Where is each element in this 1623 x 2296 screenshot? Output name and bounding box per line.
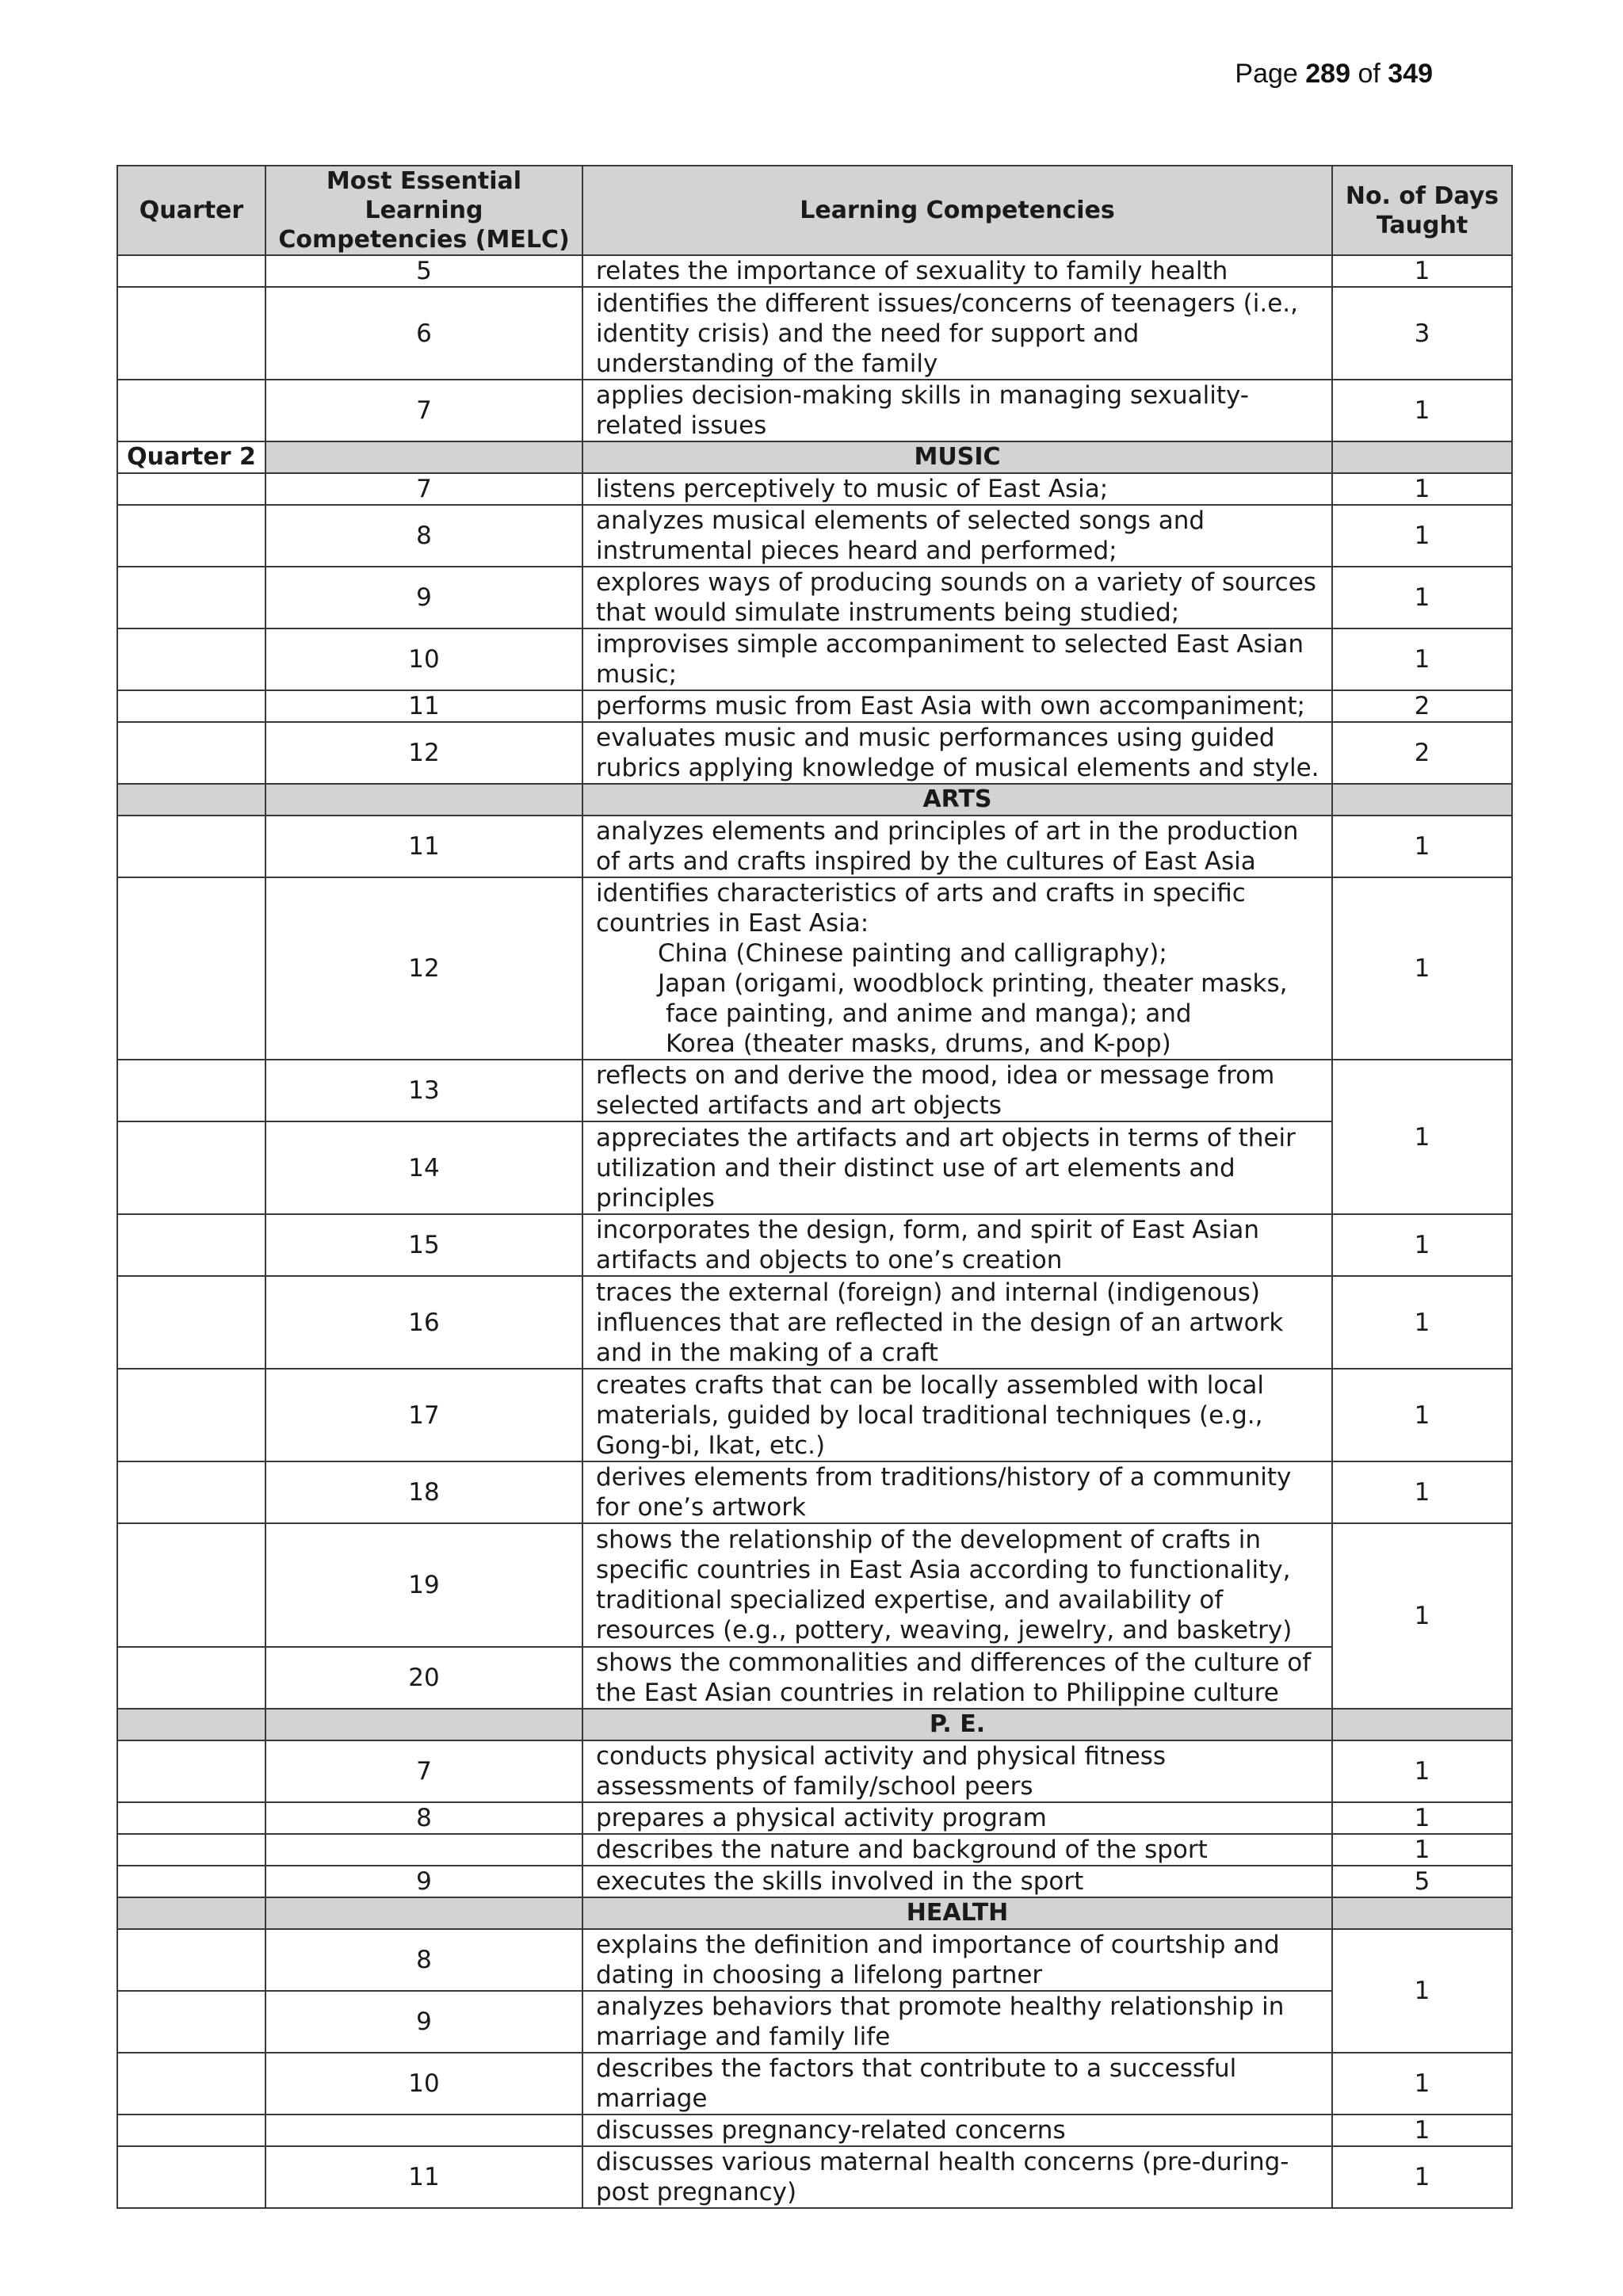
header-quarter: Quarter: [117, 166, 265, 255]
section-row-music: [117, 441, 1512, 473]
melc-number: 16: [265, 1276, 582, 1369]
section-spacer: [117, 1709, 265, 1740]
table-row: [117, 1276, 1512, 1369]
quarter-cell: [117, 2146, 265, 2208]
days-cell: 1: [1332, 2146, 1512, 2208]
table-row: [117, 473, 1512, 505]
quarter-cell: [117, 1523, 265, 1647]
quarter-cell: [117, 380, 265, 441]
quarter-label: Quarter 2: [117, 441, 265, 473]
competency-text: appreciates the artifacts and art objects in terms of their utilization and their distinct use of art elements and principles: [582, 1121, 1332, 1214]
page-of: of: [1358, 59, 1381, 89]
quarter-cell: [117, 1647, 265, 1709]
days-cell: 5: [1332, 1866, 1512, 1897]
melc-number: 7: [265, 473, 582, 505]
quarter-cell: [117, 1834, 265, 1866]
table-row: [117, 2115, 1512, 2146]
competency-text: evaluates music and music performances using guided rubrics applying knowledge of musical elements and style.: [582, 722, 1332, 784]
section-spacer: [117, 1897, 265, 1929]
table-row: [117, 1929, 1512, 1991]
table-row: [117, 567, 1512, 628]
days-cell: 1: [1332, 816, 1512, 877]
quarter-cell: [117, 473, 265, 505]
table-row: [117, 1740, 1512, 1802]
competency-text: listens perceptively to music of East Asia;: [582, 473, 1332, 505]
section-row-arts: [117, 784, 1512, 816]
table-row: [117, 2053, 1512, 2115]
quarter-cell: [117, 255, 265, 287]
section-title: ARTS: [582, 784, 1332, 816]
days-cell: 1: [1332, 1929, 1512, 2053]
header-days: No. of Days Taught: [1332, 166, 1512, 255]
country-japan: Japan (origami, woodblock printing, theater masks,: [658, 969, 1288, 998]
melc-number: 14: [265, 1121, 582, 1214]
country-japan-continued: face painting, and anime and manga); and: [666, 999, 1192, 1028]
days-cell: 1: [1332, 1802, 1512, 1834]
days-cell: 1: [1332, 505, 1512, 567]
competency-text: executes the skills involved in the sport: [582, 1866, 1332, 1897]
competency-intro: identifies characteristics of arts and crafts in specific countries in East Asia:: [596, 879, 1246, 938]
page-number: [1235, 59, 1433, 90]
curriculum-table: [116, 165, 1513, 2209]
competency-text: reflects on and derive the mood, idea or message from selected artifacts and art objects: [582, 1060, 1332, 1121]
days-cell: 3: [1332, 287, 1512, 380]
section-spacer: [1332, 441, 1512, 473]
table-row: [117, 1523, 1512, 1647]
competency-text: conducts physical activity and physical fitness assessments of family/school peers: [582, 1740, 1332, 1802]
competency-text: analyzes elements and principles of art in the production of arts and crafts inspired by the cultures of East Asia: [582, 816, 1332, 877]
section-spacer: [265, 1897, 582, 1929]
melc-number: 11: [265, 2146, 582, 2208]
table-row: [117, 1214, 1512, 1276]
country-korea: Korea (theater masks, drums, and K-pop): [666, 1030, 1171, 1058]
table-row: [117, 628, 1512, 690]
melc-number: 9: [265, 567, 582, 628]
section-title: HEALTH: [582, 1897, 1332, 1929]
melc-number: [265, 1834, 582, 1866]
melc-number: 7: [265, 380, 582, 441]
competency-text: describes the nature and background of the sport: [582, 1834, 1332, 1866]
melc-number: 9: [265, 1866, 582, 1897]
section-title: P. E.: [582, 1709, 1332, 1740]
quarter-cell: [117, 690, 265, 722]
melc-number: 15: [265, 1214, 582, 1276]
table-row: [117, 380, 1512, 441]
competency-text: relates the importance of sexuality to family health: [582, 255, 1332, 287]
melc-number: 8: [265, 505, 582, 567]
melc-number: 19: [265, 1523, 582, 1647]
section-row-health: [117, 1897, 1512, 1929]
table-row: [117, 1866, 1512, 1897]
table-row: [117, 1647, 1512, 1709]
header-row: [117, 166, 1512, 255]
table-row: [117, 690, 1512, 722]
days-cell: 2: [1332, 722, 1512, 784]
melc-number: 5: [265, 255, 582, 287]
header-competencies: Learning Competencies: [582, 166, 1332, 255]
table-row: [117, 1369, 1512, 1461]
competency-text: applies decision-making skills in managing sexuality-related issues: [582, 380, 1332, 441]
quarter-cell: [117, 1802, 265, 1834]
days-cell: 1: [1332, 1214, 1512, 1276]
melc-number: 11: [265, 690, 582, 722]
quarter-cell: [117, 1866, 265, 1897]
days-cell: 1: [1332, 1461, 1512, 1523]
quarter-cell: [117, 816, 265, 877]
melc-number: 20: [265, 1647, 582, 1709]
quarter-cell: [117, 1461, 265, 1523]
quarter-cell: [117, 567, 265, 628]
section-spacer: [265, 784, 582, 816]
days-cell: 1: [1332, 2053, 1512, 2115]
table-row: [117, 816, 1512, 877]
days-cell: 1: [1332, 1276, 1512, 1369]
quarter-cell: [117, 1991, 265, 2053]
days-cell: 1: [1332, 628, 1512, 690]
melc-number: 10: [265, 2053, 582, 2115]
competency-text: creates crafts that can be locally assembled with local materials, guided by local traditional techniques (e.g., Gong-bi, Ikat, etc.): [582, 1369, 1332, 1461]
competency-text: discusses pregnancy-related concerns: [582, 2115, 1332, 2146]
page-prefix: Page: [1235, 59, 1298, 89]
country-china: China (Chinese painting and calligraphy);: [658, 939, 1167, 968]
section-spacer: [117, 784, 265, 816]
competency-text: prepares a physical activity program: [582, 1802, 1332, 1834]
days-cell: 1: [1332, 1060, 1512, 1214]
table-row: [117, 2146, 1512, 2208]
melc-number: 6: [265, 287, 582, 380]
quarter-cell: [117, 505, 265, 567]
days-cell: 1: [1332, 1834, 1512, 1866]
days-cell: 1: [1332, 877, 1512, 1060]
section-spacer: [1332, 784, 1512, 816]
competency-text: shows the commonalities and differences of the culture of the East Asian countries in relation to Philippine culture: [582, 1647, 1332, 1709]
competency-text: discusses various maternal health concerns (pre-during-post pregnancy): [582, 2146, 1332, 2208]
table-row: [117, 1991, 1512, 2053]
quarter-cell: [117, 1369, 265, 1461]
days-cell: 1: [1332, 1740, 1512, 1802]
competency-text: explains the definition and importance of courtship and dating in choosing a lifelong partner: [582, 1929, 1332, 1991]
section-spacer: [1332, 1709, 1512, 1740]
days-cell: 1: [1332, 2115, 1512, 2146]
melc-number: 8: [265, 1929, 582, 1991]
header-melc: Most Essential Learning Competencies (MELC): [265, 166, 582, 255]
melc-number: 9: [265, 1991, 582, 2053]
quarter-cell: [117, 628, 265, 690]
quarter-cell: [117, 1929, 265, 1991]
competency-text: performs music from East Asia with own accompaniment;: [582, 690, 1332, 722]
competency-text: [582, 877, 1332, 1060]
table-row: [117, 1461, 1512, 1523]
section-title: MUSIC: [582, 441, 1332, 473]
competency-text: incorporates the design, form, and spirit of East Asian artifacts and objects to one’s creation: [582, 1214, 1332, 1276]
days-cell: 1: [1332, 567, 1512, 628]
quarter-cell: [117, 877, 265, 1060]
table-row: [117, 255, 1512, 287]
melc-number: 8: [265, 1802, 582, 1834]
competency-text: explores ways of producing sounds on a variety of sources that would simulate instruments being studied;: [582, 567, 1332, 628]
melc-number: 12: [265, 877, 582, 1060]
table-row: [117, 287, 1512, 380]
competency-text: traces the external (foreign) and internal (indigenous) influences that are reflected in the design of an artwork and in the making of a craft: [582, 1276, 1332, 1369]
table-row: [117, 877, 1512, 1060]
melc-number: 12: [265, 722, 582, 784]
section-row-pe: [117, 1709, 1512, 1740]
melc-number: 7: [265, 1740, 582, 1802]
quarter-cell: [117, 2053, 265, 2115]
days-cell: 1: [1332, 1369, 1512, 1461]
quarter-cell: [117, 2115, 265, 2146]
quarter-cell: [117, 1740, 265, 1802]
section-spacer: [1332, 1897, 1512, 1929]
table-row: [117, 1802, 1512, 1834]
competency-text: derives elements from traditions/history of a community for one’s artwork: [582, 1461, 1332, 1523]
melc-number: 13: [265, 1060, 582, 1121]
competency-text: identifies the different issues/concerns of teenagers (i.e., identity crisis) and the need for support and understanding of the family: [582, 287, 1332, 380]
quarter-cell: [117, 1121, 265, 1214]
quarter-cell: [117, 1060, 265, 1121]
melc-number: [265, 2115, 582, 2146]
table-row: [117, 1060, 1512, 1121]
days-cell: 2: [1332, 690, 1512, 722]
page-current: 289: [1305, 59, 1350, 89]
table-row: [117, 1834, 1512, 1866]
section-spacer: [265, 1709, 582, 1740]
competency-text: analyzes behaviors that promote healthy relationship in marriage and family life: [582, 1991, 1332, 2053]
melc-number: 10: [265, 628, 582, 690]
days-cell: 1: [1332, 473, 1512, 505]
melc-number: 18: [265, 1461, 582, 1523]
page-total: 349: [1388, 59, 1433, 89]
competency-text: analyzes musical elements of selected songs and instrumental pieces heard and performed;: [582, 505, 1332, 567]
quarter-cell: [117, 1214, 265, 1276]
table-row: [117, 1121, 1512, 1214]
melc-number: 11: [265, 816, 582, 877]
days-cell: 1: [1332, 380, 1512, 441]
melc-number: 17: [265, 1369, 582, 1461]
table-row: [117, 722, 1512, 784]
quarter-cell: [117, 722, 265, 784]
section-spacer: [265, 441, 582, 473]
competency-text: improvises simple accompaniment to selected East Asian music;: [582, 628, 1332, 690]
table-row: [117, 505, 1512, 567]
quarter-cell: [117, 287, 265, 380]
competency-text: describes the factors that contribute to a successful marriage: [582, 2053, 1332, 2115]
days-cell: 1: [1332, 1523, 1512, 1709]
competency-text: shows the relationship of the development of crafts in specific countries in East Asia according to functionality, traditional specialized expertise, and availability of resources (e.g., pottery, weaving, jewelry, and basketry): [582, 1523, 1332, 1647]
days-cell: 1: [1332, 255, 1512, 287]
quarter-cell: [117, 1276, 265, 1369]
